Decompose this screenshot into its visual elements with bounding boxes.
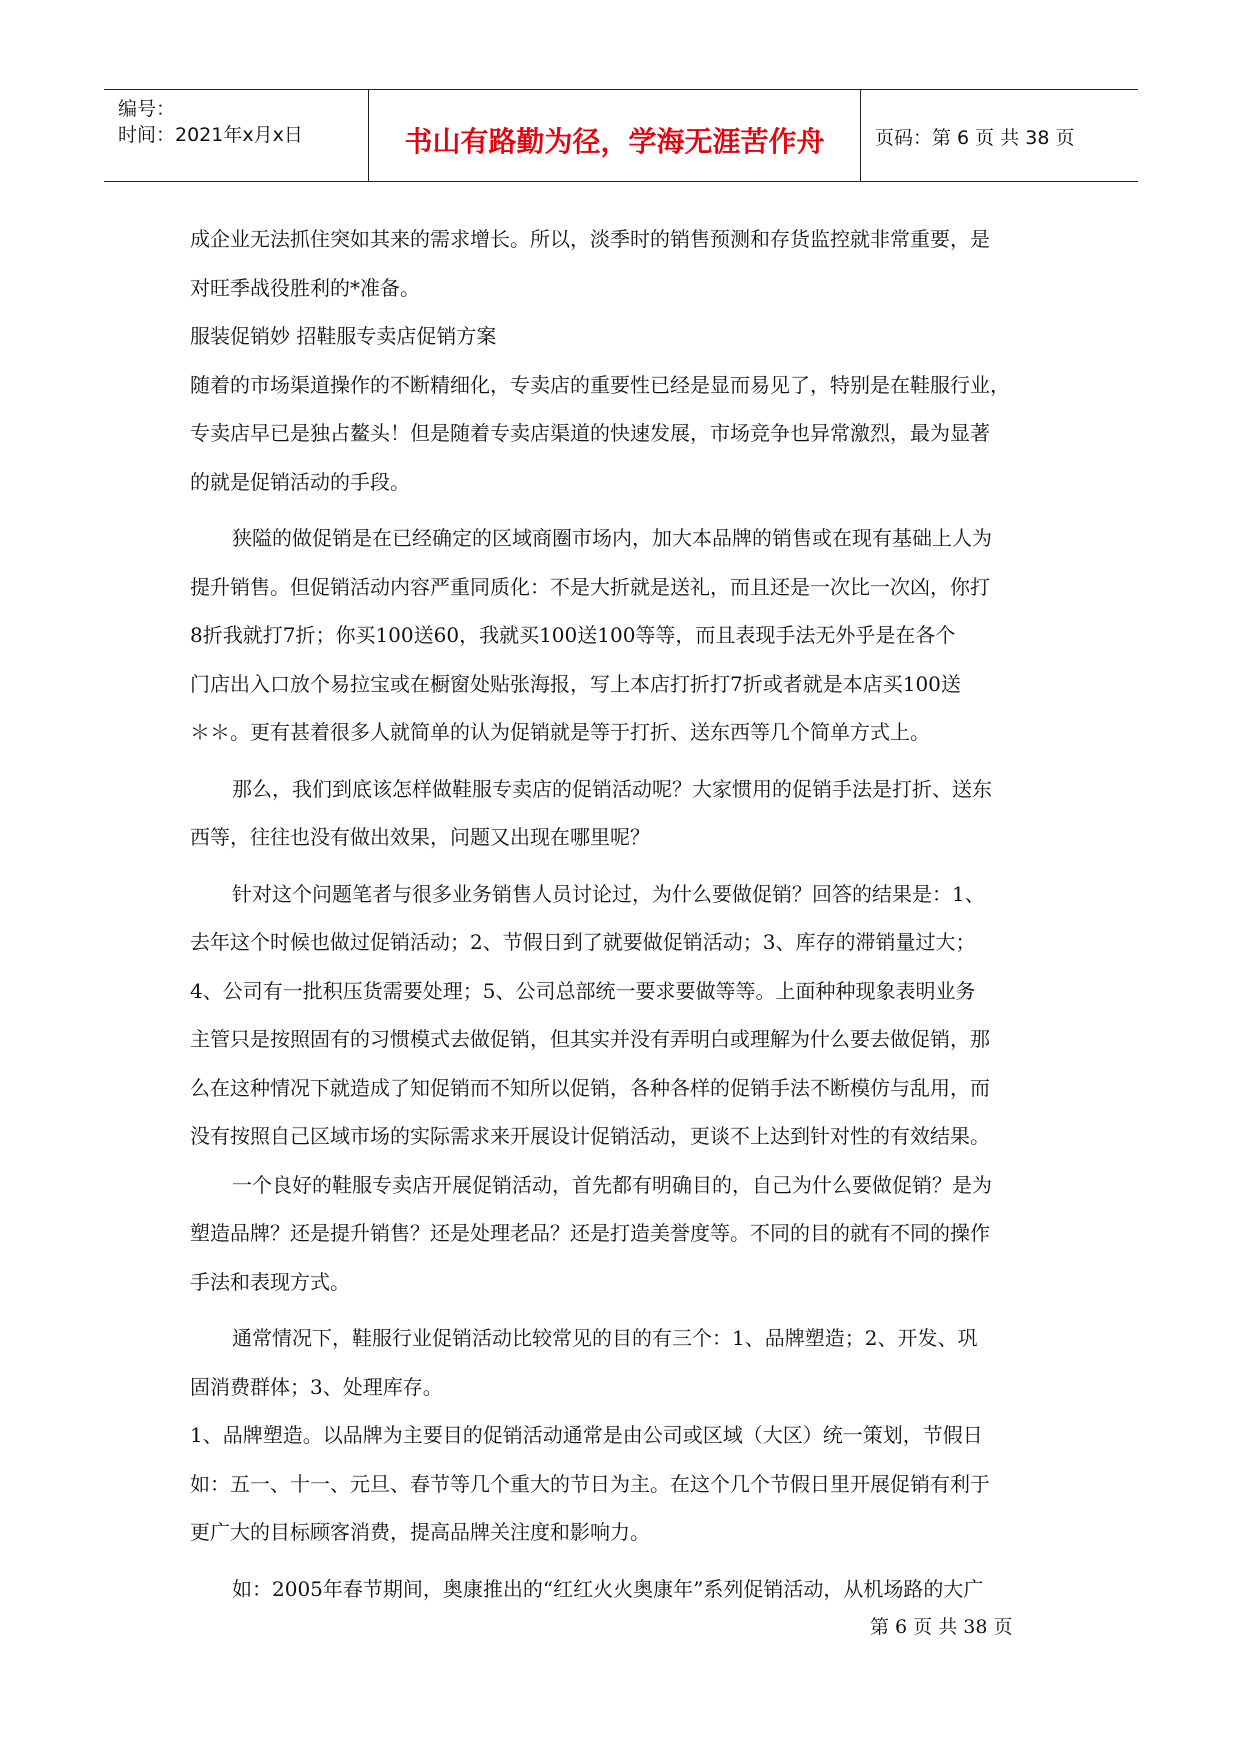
body-line: 成企业无法抓住突如其来的需求增长。所以，淡季时的销售预测和存货监控就非常重要，是 [190, 227, 990, 251]
paragraph-gap [190, 506, 1060, 514]
body-line: 狭隘的做促销是在已经确定的区域商圈市场内，加大本品牌的销售或在现有基础上人为 [232, 526, 992, 550]
body-line: 针对这个问题笔者与很多业务销售人员讨论过，为什么要做促销？回答的结果是：1、 [232, 881, 985, 906]
body-line: 随着的市场渠道操作的不断精细化，专卖店的重要性已经是显而易见了，特别是在鞋服行业， [190, 372, 1010, 397]
body-line: 那么，我们到底该怎样做鞋服专卖店的促销活动呢？大家惯用的促销手法是打折、送东 [232, 776, 992, 801]
body-line: 一个良好的鞋服专卖店开展促销活动，首先都有明确目的，自己为什么要做促销？是为 [232, 1172, 992, 1197]
header-motto: 书山有路勤为径，学海无涯苦作舟 [404, 125, 825, 158]
paragraph-gap [190, 757, 1060, 765]
body-line: 西等，往往也没有做出效果，问题又出现在哪里呢？ [190, 825, 650, 849]
header-meta-cell [104, 90, 368, 181]
body-line: 更广大的目标顾客消费，提高品牌关注度和影响力。 [190, 1520, 650, 1544]
body-line: 8折我就打7折；你买100送60，我就买100送100等等，而且表现手法无外乎是在各个 [190, 623, 956, 647]
body-line: 提升销售。但促销活动内容严重同质化：不是大折就是送礼，而且还是一次比一次凶，你打 [190, 574, 990, 599]
paragraph-gap [190, 1306, 1060, 1314]
body-line: 如：五一、十一、元旦、春节等几个重大的节日为主。在这个几个节假日里开展促销有利于 [190, 1471, 990, 1496]
paragraph-gap [190, 862, 1060, 870]
body-line: ＊＊。更有甚着很多人就简单的认为促销就是等于打折、送东西等几个简单方式上。 [190, 720, 930, 744]
body-line: 手法和表现方式。 [190, 1269, 350, 1294]
document-time-label: 时间：2021年x月x日 [118, 124, 303, 146]
body-line: 的就是促销活动的手段。 [190, 469, 410, 494]
header-page-info: 页码：第 6 页 共 38 页 [875, 127, 1075, 149]
paragraph-gap [190, 1557, 1060, 1565]
body-line: 门店出入口放个易拉宝或在橱窗处贴张海报，写上本店打折打7折或者就是本店买100送 [190, 671, 961, 696]
header-table [104, 89, 1138, 182]
body-line: 专卖店早已是独占鳌头！但是随着专卖店渠道的快速发展，市场竞争也异常激烈，最为显著 [190, 421, 990, 445]
body-line: 1、品牌塑造。以品牌为主要目的促销活动通常是由公司或区域（大区）统一策划，节假日 [190, 1423, 983, 1447]
body-line: 对旺季战役胜利的*准备。 [190, 275, 420, 300]
body-line: 没有按照自己区域市场的实际需求来开展设计促销活动，更谈不上达到针对性的有效结果。 [190, 1124, 990, 1148]
body-line: 么在这种情况下就造成了知促销而不知所以促销，各种各样的促销手法不断模仿与乱用，而 [190, 1075, 990, 1100]
body-line: 固消费群体；3、处理库存。 [190, 1374, 443, 1399]
document-body [190, 215, 1060, 1613]
footer-page-number: 第 6 页 共 38 页 [870, 1616, 1013, 1638]
body-line: 如：2005年春节期间，奥康推出的“红红火火奥康年”系列促销活动，从机场路的大广 [232, 1576, 984, 1601]
body-line: 通常情况下，鞋服行业促销活动比较常见的目的有三个：1、品牌塑造；2、开发、巩 [232, 1326, 978, 1350]
body-line: 去年这个时候也做过促销活动；2、节假日到了就要做促销活动；3、库存的滞销量过大； [190, 930, 976, 954]
document-number-label: 编号： [118, 98, 176, 120]
body-line: 塑造品牌？还是提升销售？还是处理老品？还是打造美誉度等。不同的目的就有不同的操作 [190, 1221, 990, 1245]
body-line: 4、公司有一批积压货需要处理；5、公司总部统一要求要做等等。上面种种现象表明业务 [190, 978, 976, 1003]
header-motto-cell [368, 90, 861, 181]
section-heading: 服装促销妙 招鞋服专卖店促销方案 [190, 324, 497, 348]
header-page-cell [861, 90, 1138, 181]
body-line: 主管只是按照固有的习惯模式去做促销，但其实并没有弄明白或理解为什么要去做促销，那 [190, 1027, 990, 1051]
